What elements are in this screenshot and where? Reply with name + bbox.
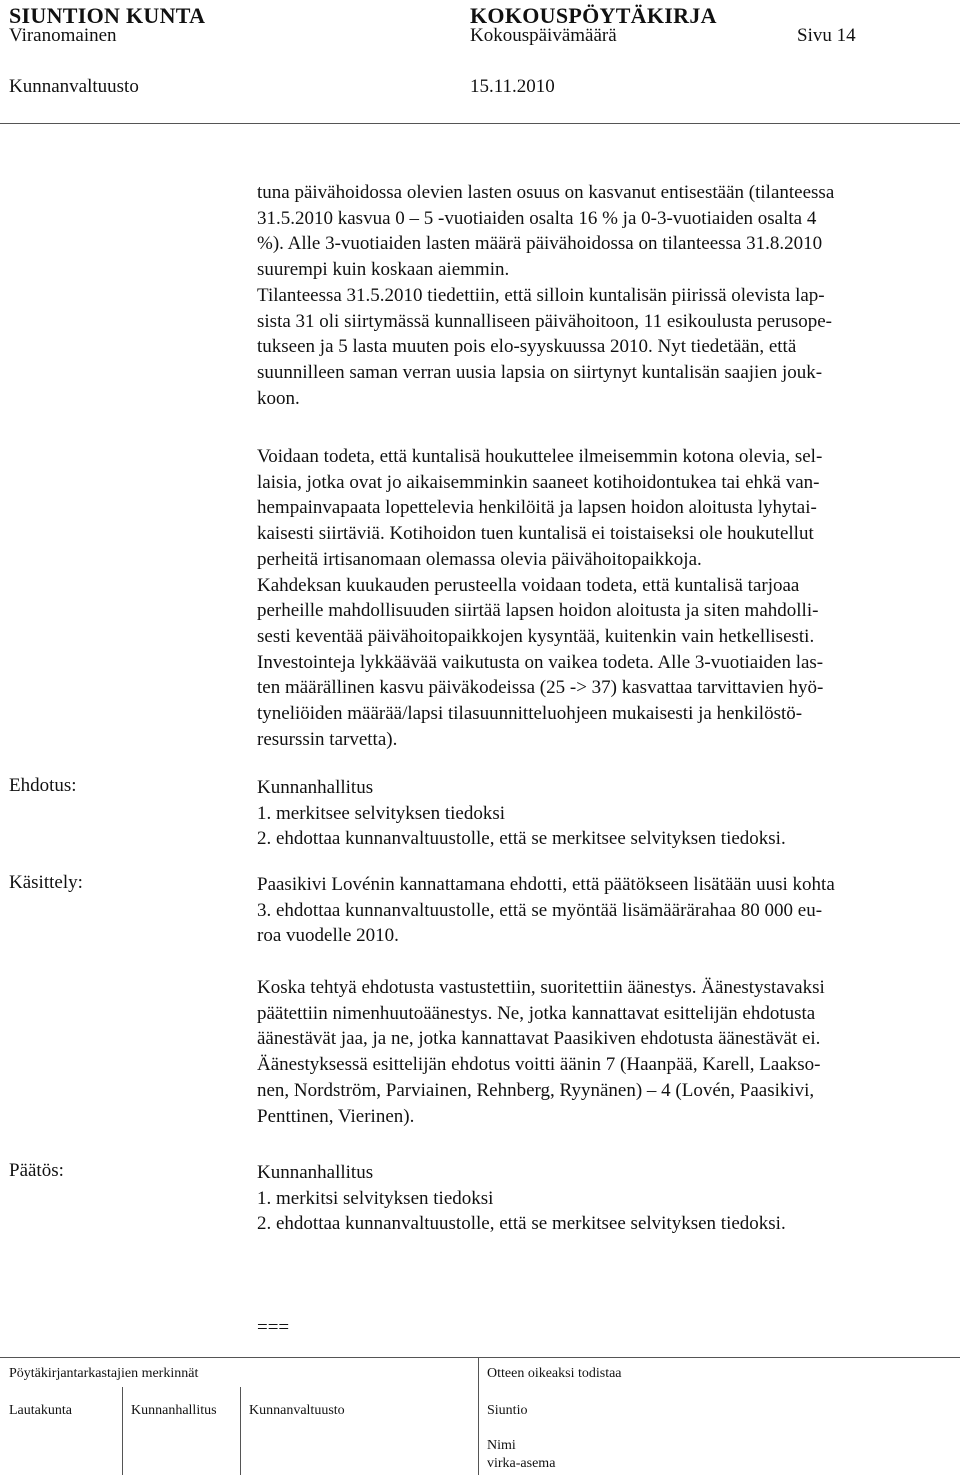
text-line: tukseen ja 5 lasta muuten pois elo-syyskuussa 2010. Nyt tiedetään, että [257, 336, 797, 358]
text-line: Koska tehtyä ehdotusta vastustettiin, suoritettiin äänestys. Äänestystavaksi [257, 977, 825, 998]
organization-name: SIUNTION KUNTA [9, 3, 206, 28]
footer-body-kunnanvaltuusto: Kunnanvaltuusto [249, 1403, 345, 1418]
analysis-paragraph [257, 444, 957, 752]
text-line: äänestävät jaa, ja ne, jotka kannattavat Paasikiven ehdotusta äänestävät ei. [257, 1028, 821, 1050]
text-line: roa vuodelle 2010. [257, 925, 399, 947]
text-line: ten määrällinen kasvu päiväkodeissa (25 -> 37) kasvattaa tarvittavien hyö- [257, 677, 824, 699]
footer-box-divider [240, 1387, 241, 1475]
text-line: Äänestyksessä esittelijän ehdotus voitti äänin 7 (Haanpää, Karell, Laakso- [257, 1054, 821, 1076]
decision-label: Päätös: [9, 1160, 64, 1181]
text-line: Kahdeksan kuukauden perusteella voidaan todeta, että kuntalisä tarjoaa [257, 574, 800, 596]
footer-place: Siuntio [487, 1403, 528, 1418]
decision-item: 2. ehdottaa kunnanvaltuustolle, että se merkitsee selvityksen tiedoksi. [257, 1213, 786, 1235]
text-line: suunnilleen saman verran uusia lapsia on siirtynyt kuntalisän saajien jouk- [257, 361, 823, 383]
text-line: sista 31 oli siirtymässä kunnalliseen päivähoitoon, 11 esikoulusta perusope- [257, 310, 833, 332]
proposal-label: Ehdotus: [9, 775, 77, 796]
checkers-title: Pöytäkirjantarkastajien merkinnät [9, 1366, 199, 1381]
meeting-date: 15.11.2010 [470, 76, 555, 97]
text-line: koon. [257, 387, 300, 409]
text-line: suurempi kuin koskaan aiemmin. [257, 259, 510, 281]
text-line: Tilanteessa 31.5.2010 tiedettiin, että silloin kuntalisän piirissä olevista lap- [257, 284, 825, 306]
text-line: hempainvapaata lopettelevia henkilöitä ja lapsen hoidon aloitusta lyhytai- [257, 497, 817, 519]
handling-section [257, 872, 957, 949]
text-line: tuna päivähoidossa olevien lasten osuus on kasvanut entisestään (tilanteessa [257, 182, 835, 203]
footer-body-kunnanhallitus: Kunnanhallitus [131, 1403, 217, 1418]
handling-label: Käsittely: [9, 872, 83, 893]
text-line: Paasikivi Lovénin kannattamana ehdotti, että päätökseen lisätään uusi kohta [257, 874, 835, 895]
proposal-item: 1. merkitsee selvityksen tiedoksi [257, 802, 506, 824]
document-type: KOKOUSPÖYTÄKIRJA [470, 3, 717, 28]
text-line: Voidaan todeta, että kuntalisä houkuttelee ilmeisemmin kotona olevia, sel- [257, 446, 823, 467]
authority-label: Viranomainen [9, 25, 117, 46]
vote-paragraph [257, 975, 957, 1129]
footer-box-divider [122, 1387, 123, 1475]
end-mark: === [257, 1317, 290, 1338]
date-label: Kokouspäivämäärä [470, 25, 617, 46]
decision-body: Kunnanhallitus [257, 1162, 374, 1183]
page-number: Sivu 14 [797, 25, 856, 46]
text-line: tyneliöiden määrää/lapsi tilasuunnitteluohjeen mukaisesti ja henkilöstö- [257, 703, 803, 725]
text-line: Investointeja lykkäävää vaikutusta on vaikea todeta. Alle 3-vuotiaiden las- [257, 651, 824, 673]
header-divider [0, 123, 960, 124]
text-line: %). Alle 3-vuotiaiden lasten määrä päivähoidossa on tilanteessa 31.8.2010 [257, 233, 823, 255]
footer-name: Nimi [487, 1438, 516, 1453]
text-line: resurssin tarvetta). [257, 728, 398, 750]
footer-job-title: virka-asema [487, 1456, 556, 1471]
copy-certification-title: Otteen oikeaksi todistaa [487, 1366, 622, 1381]
proposal-section [257, 775, 957, 852]
text-line: kaisesti siirtäviä. Kotihoidon tuen kuntalisä ei toistaiseksi ole houkutellut [257, 523, 814, 545]
text-line: Penttinen, Vierinen). [257, 1105, 415, 1127]
text-line: 31.5.2010 kasvua 0 – 5 -vuotiaiden osalta 16 % ja 0-3-vuotiaiden osalta 4 [257, 207, 817, 229]
text-line: nen, Nordström, Parviainen, Rehnberg, Ryynänen) – 4 (Lovén, Paasikivi, [257, 1079, 815, 1101]
text-line: sesti keventää päivähoitopaikkojen kysyntää, kuitenkin vain hetkellisesti. [257, 625, 815, 647]
text-line: päätettiin nimenhuutoäänestys. Ne, jotka kannattavat esittelijän ehdotusta [257, 1002, 816, 1024]
footer-body-lautakunta: Lautakunta [9, 1403, 72, 1418]
proposal-item: 2. ehdottaa kunnanvaltuustolle, että se merkitsee selvityksen tiedoksi. [257, 828, 786, 850]
text-line: perheille mahdollisuuden siirtää lapsen hoidon aloitusta ja siten mahdolli- [257, 600, 819, 622]
text-line: perheitä irtisanomaan olemassa olevia päivähoitopaikkoja. [257, 548, 702, 570]
intro-paragraph [257, 180, 957, 411]
footer-column-divider [478, 1357, 479, 1475]
footer-divider [0, 1357, 960, 1358]
decision-section [257, 1160, 957, 1237]
text-line: 3. ehdottaa kunnanvaltuustolle, että se myöntää lisämäärärahaa 80 000 eu- [257, 899, 823, 921]
text-line: laisia, jotka ovat jo aikaisemminkin saaneet kotihoidontukea tai ehkä van- [257, 471, 820, 493]
authority-name: Kunnanvaltuusto [9, 76, 139, 97]
decision-item: 1. merkitsi selvityksen tiedoksi [257, 1187, 494, 1209]
proposal-body: Kunnanhallitus [257, 777, 374, 798]
